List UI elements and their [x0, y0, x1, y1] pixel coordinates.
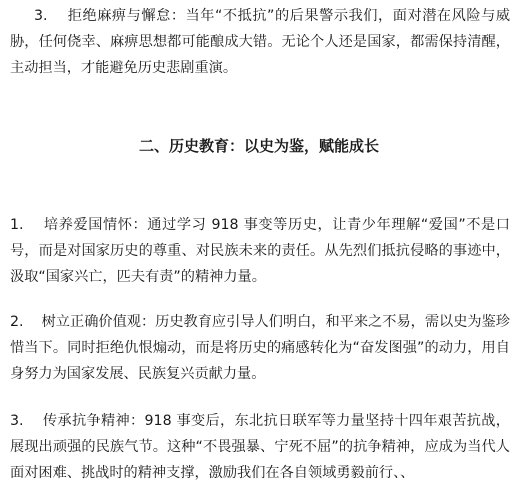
section-heading: 二、历史教育：以史为鉴，赋能成长	[138, 137, 379, 155]
point-paragraph-2	[10, 309, 510, 387]
point-text: 树立正确价值观：历史教育应引导人们明白，和平来之不易，需以史为鉴珍惜当下。同时拒绝仇恨煽动，而是将历史的痛感转化为“奋发图强”的动力，用自身努力为国家发展、民族复兴贡献力量。	[10, 314, 510, 382]
point-text: 传承抗争精神：918 事变后，东北抗日联军等力量坚持十四年艰苦抗战，展现出顽强的民族气节。这种“不畏强暴、宁死不屈”的抗争精神，应成为当代人面对困难、挑战时的精神支撑，激励我们在各自领域勇毅前行、、	[10, 413, 510, 481]
point-number: 1.	[10, 217, 24, 233]
point-text: 培养爱国情怀：通过学习 918 事变等历史，让青少年理解“爱国”不是口号，而是对国家历史的尊重、对民族未来的责任。从先烈们抵抗侵略的事迹中，汲取“国家兴亡，匹夫有责”的精神力量。	[10, 217, 510, 285]
point-number: 3.	[34, 8, 48, 24]
point-number: 2.	[10, 314, 24, 330]
point-paragraph-3	[10, 408, 510, 486]
point-text: 拒绝麻痹与懈怠：当年“不抵抗”的后果警示我们，面对潜在风险与威胁，任何侥幸、麻痹思想都可能酿成大错。无论个人还是国家，都需保持清醒，主动担当，才能避免历史悲剧重演。	[10, 8, 511, 76]
intro-point-paragraph	[10, 3, 510, 81]
point-number: 3.	[10, 413, 24, 429]
point-paragraph-1	[10, 212, 510, 290]
